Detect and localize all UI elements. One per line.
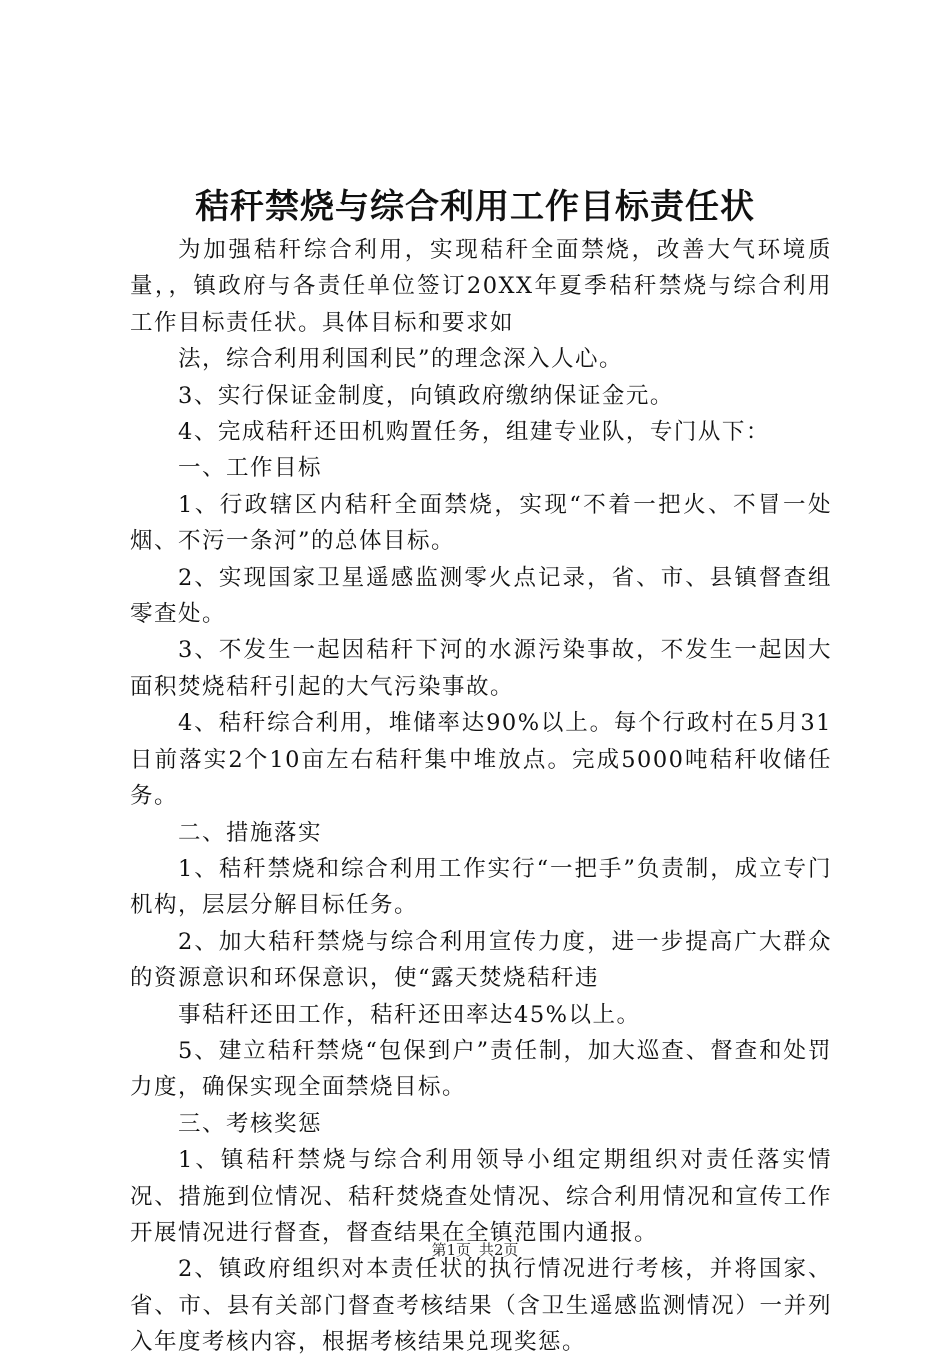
goal-item-4: 4、秸秆综合利用，堆储率达90%以上。每个行政村在5月31日前落实2个10亩左右秸秆集中堆放点。完成5000吨秸秆收储任务。 (130, 710, 832, 810)
paragraph-intro: 为加强秸秆综合利用，实现秸秆全面禁烧，改善大气环境质量，，镇政府与各责任单位签订20XX年夏季秸秆禁烧与综合利用工作目标责任状。具体目标和要求如 (130, 237, 832, 336)
page-number: 第1页 (431, 1241, 471, 1259)
goal-item-2: 2、实现国家卫星遥感监测零火点记录，省、市、县镇督查组零查处。 (130, 564, 832, 628)
paragraph-machinery: 4、完成秸秆还田机购置任务，组建专业队，专门从下： (178, 419, 770, 446)
page-total: 共2页 (479, 1241, 519, 1259)
section-heading-assessment: 三、考核奖惩 (178, 1110, 323, 1137)
measure-item-1: 1、秸秆禁烧和综合利用工作实行“一把手”负责制，成立专门机构，层层分解目标任务。 (130, 855, 832, 919)
measure-item-2: 2、加大秸秆禁烧与综合利用宣传力度，进一步提高广大群众的资源意识和环保意识，使“露天焚烧秸秆违 (130, 928, 832, 992)
document-body (130, 232, 832, 1361)
goal-item-1: 1、行政辖区内秸秆全面禁烧，实现“不着一把火、不冒一处烟、不污一条河”的总体目标。 (130, 491, 832, 555)
goal-item-3: 3、不发生一起因秸秆下河的水源污染事故，不发生一起因大面积焚烧秸秆引起的大气污染事故。 (130, 637, 832, 700)
document-title: 秸秆禁烧与综合利用工作目标责任状 (195, 187, 755, 227)
measure-item-5: 5、建立秸秆禁烧“包保到户”责任制，加大巡查、督查和处罚力度，确保实现全面禁烧目标。 (130, 1037, 832, 1101)
section-heading-goals: 一、工作目标 (178, 455, 323, 482)
paragraph-straw-return: 事秸秆还田工作，秸秆还田率达45%以上。 (178, 1001, 641, 1028)
page-footer (0, 1240, 950, 1260)
assessment-item-1: 1、镇秸秆禁烧与综合利用领导小组定期组织对责任落实情况、措施到位情况、秸秆焚烧查处情况、综合利用情况和宣传工作开展情况进行督查，督查结果在全镇范围内通报。 (130, 1147, 832, 1246)
section-heading-measures: 二、措施落实 (178, 819, 323, 846)
assessment-item-2: 2、镇政府组织对本责任状的执行情况进行考核，并将国家、省、市、县有关部门督查考核结果（含卫生遥感监测情况）一并列入年度考核内容，根据考核结果兑现奖惩。 (130, 1256, 832, 1356)
paragraph-fragment: 法，综合利用利国利民”的理念深入人心。 (178, 346, 624, 373)
paragraph-deposit: 3、实行保证金制度，向镇政府缴纳保证金元。 (178, 382, 674, 409)
